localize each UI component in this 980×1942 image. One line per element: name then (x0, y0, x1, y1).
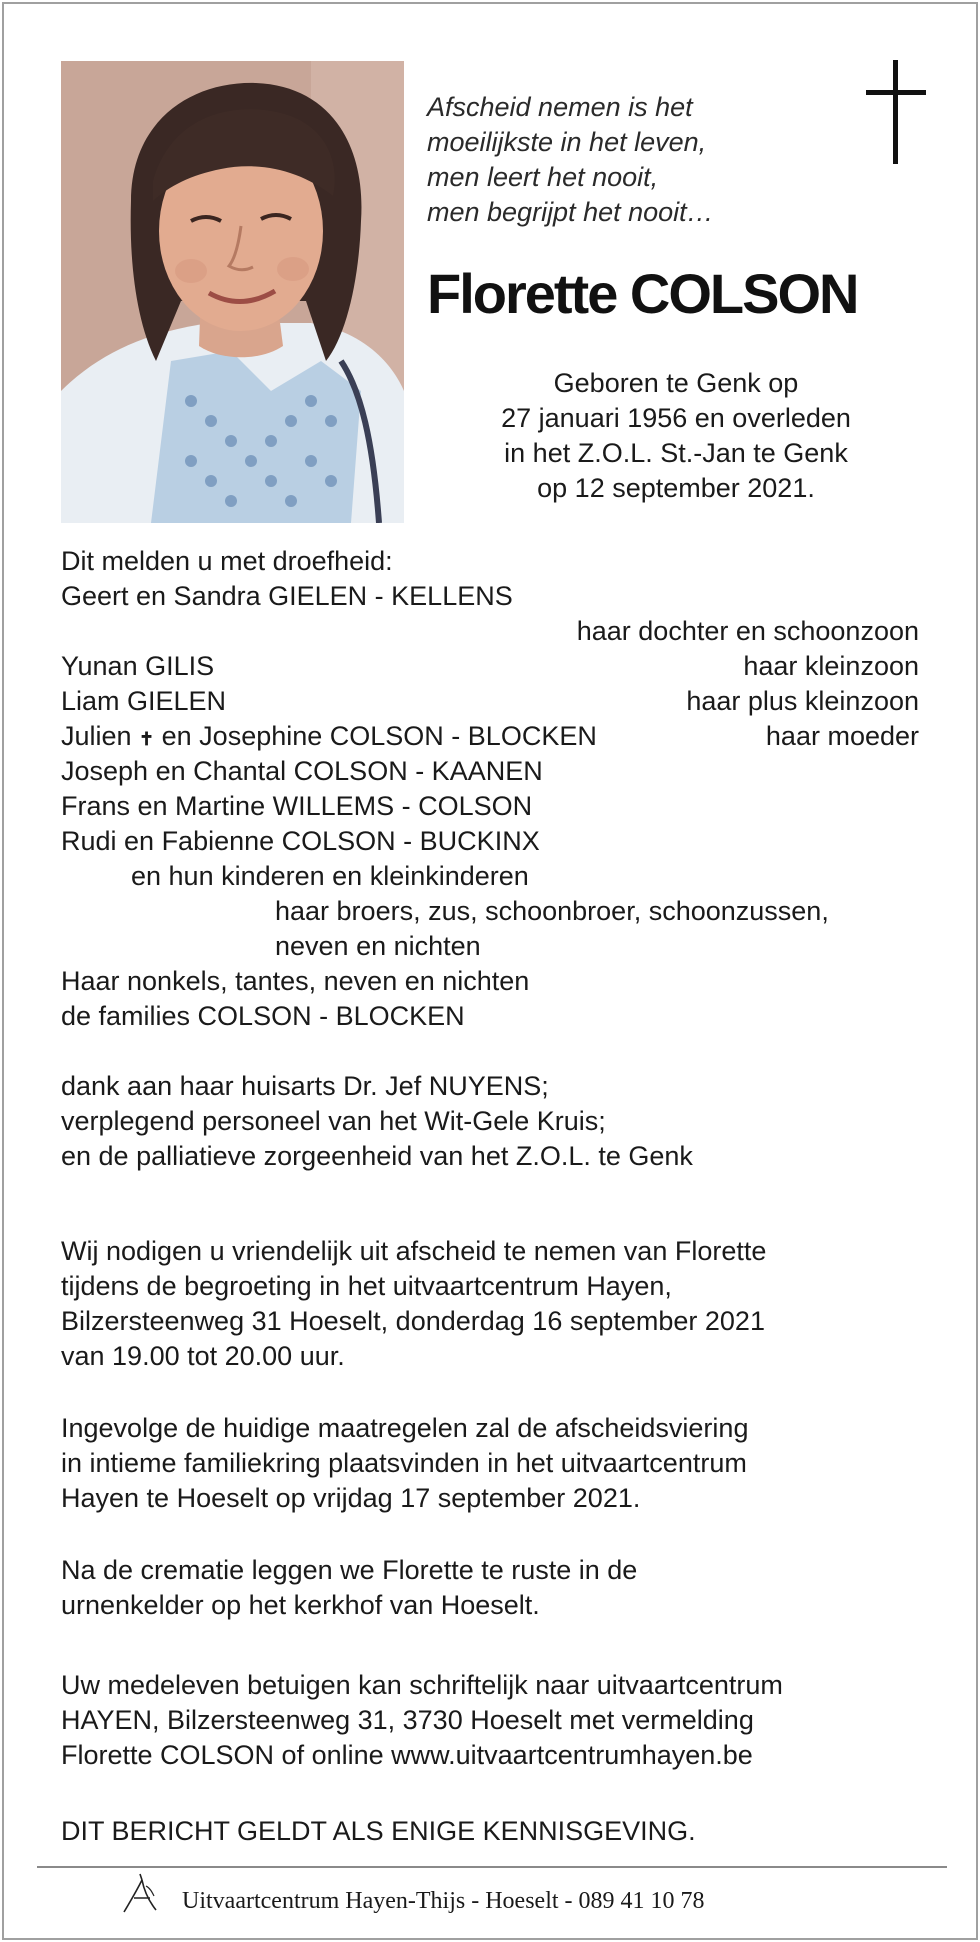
deceased-name: Florette COLSON (427, 262, 858, 325)
family-relation: haar broers, zus, schoonbroer, schoonzussen, (275, 896, 829, 926)
family-relation: neven en nichten (275, 931, 481, 961)
family-member: Frans en Martine WILLEMS - COLSON (61, 791, 533, 821)
cross-icon (866, 60, 926, 164)
family-member: de families COLSON - BLOCKEN (61, 1001, 465, 1031)
birth-death-info (429, 366, 923, 506)
text-line: Bilzersteenweg 31 Hoeselt, donderdag 16 september 2021 (61, 1306, 765, 1336)
birth-line: 27 januari 1956 en overleden (501, 403, 851, 433)
thanks-paragraph (61, 1069, 693, 1174)
text-line: Hayen te Hoeselt op vrijdag 17 september 2021. (61, 1483, 641, 1513)
text-line: van 19.00 tot 20.00 uur. (61, 1341, 345, 1371)
family-member: en hun kinderen en kleinkinderen (131, 861, 529, 891)
poem-line: moeilijkste in het leven, (427, 127, 707, 157)
poem (427, 90, 787, 230)
poem-line: men leert het nooit, (427, 162, 659, 192)
text-line: Uw medeleven betuigen kan schriftelijk naar uitvaartcentrum (61, 1670, 783, 1700)
family-relation: haar kleinzoon (743, 651, 919, 681)
text-line: Na de crematie leggen we Florette te ruste in de (61, 1555, 638, 1585)
family-member-name: en Josephine COLSON - BLOCKEN (154, 721, 597, 751)
family-member: Joseph en Chantal COLSON - KAANEN (61, 756, 543, 786)
text-line: Florette COLSON of online www.uitvaartcentrumhayen.be (61, 1740, 753, 1770)
portrait-illustration (61, 61, 404, 523)
family-member: Rudi en Fabienne COLSON - BUCKINX (61, 826, 540, 856)
birth-line: Geboren te Genk op (553, 368, 799, 398)
footer-text: Uitvaartcentrum Hayen-Thijs - Hoeselt - 089 41 10 78 (182, 1888, 705, 1914)
family-relation: haar dochter en schoonzoon (576, 616, 919, 646)
birth-line: op 12 september 2021. (537, 473, 815, 503)
poem-line: Afscheid nemen is het (427, 92, 693, 122)
ceremony-paragraph (61, 1411, 748, 1516)
family-member-name: Julien (61, 721, 140, 751)
family-intro: Dit melden u met droefheid: (61, 546, 393, 576)
family-relation: haar plus kleinzoon (686, 686, 919, 716)
family-member (61, 719, 597, 757)
sole-notice: DIT BERICHT GELDT ALS ENIGE KENNISGEVING. (61, 1816, 696, 1846)
birth-line: in het Z.O.L. St.-Jan te Genk (504, 438, 848, 468)
cremation-paragraph (61, 1553, 637, 1623)
invitation-paragraph (61, 1234, 766, 1374)
portrait-photo (61, 61, 404, 523)
text-line: en de palliatieve zorgeenheid van het Z.O.L. te Genk (61, 1141, 693, 1171)
family-member: Haar nonkels, tantes, neven en nichten (61, 966, 530, 996)
text-line: urnenkelder op het kerkhof van Hoeselt. (61, 1590, 540, 1620)
family-relation: haar moeder (765, 721, 919, 751)
condolences-paragraph (61, 1668, 783, 1773)
deceased-cross-icon: ✝ (139, 729, 155, 749)
footer-divider (37, 1866, 947, 1868)
family-member: Yunan GILIS (61, 651, 215, 681)
text-line: Wij nodigen u vriendelijk uit afscheid te nemen van Florette (61, 1236, 767, 1266)
text-line: verplegend personeel van het Wit-Gele Kruis; (61, 1106, 606, 1136)
text-line: HAYEN, Bilzersteenweg 31, 3730 Hoeselt met vermelding (61, 1705, 754, 1735)
text-line: tijdens de begroeting in het uitvaartcentrum Hayen, (61, 1271, 672, 1301)
family-member: Geert en Sandra GIELEN - KELLENS (61, 581, 513, 611)
text-line: Ingevolge de huidige maatregelen zal de afscheidsviering (61, 1413, 749, 1443)
obituary-card (2, 2, 978, 1940)
poem-line: men begrijpt het nooit… (427, 197, 714, 227)
text-line: dank aan haar huisarts Dr. Jef NUYENS; (61, 1071, 549, 1101)
funeral-home-logo-icon (116, 1872, 172, 1922)
text-line: in intieme familiekring plaatsvinden in het uitvaartcentrum (61, 1448, 747, 1478)
family-member: Liam GIELEN (61, 686, 227, 716)
